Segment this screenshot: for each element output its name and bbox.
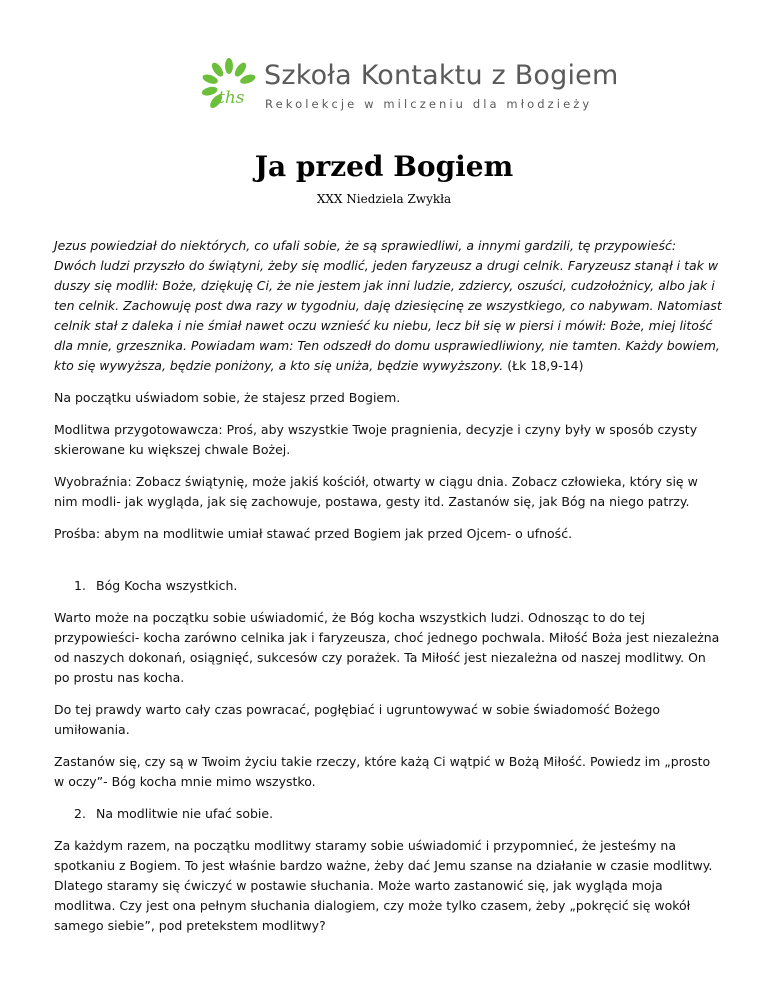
list-item — [74, 576, 722, 596]
document-body — [54, 236, 722, 948]
page-title: Ja przed Bogiem — [254, 150, 514, 183]
page-subtitle: XXX Niedziela Zwykła — [316, 192, 452, 206]
logo-title: Szkoła Kontaktu z Bogiem — [264, 60, 619, 91]
paragraph: Wyobraźnia: Zobacz świątynię, może jakiś kościół, otwarty w ciągu dnia. Zobacz człowieka, który się w nim modli- jak wygląda, jak się zachowuje, postawa, gesty itd. Zastanów się, jak Bóg na niego patrzy. — [54, 474, 698, 509]
paragraph: Do tej prawdy warto cały czas powracać, pogłębiać i ugruntowywać w sobie świadomość Bożego umiłowania. — [54, 702, 661, 737]
paragraph: Prośba: abym na modlitwie umiał stawać przed Bogiem jak przed Ojcem- o ufność. — [54, 526, 573, 541]
logo-mark-text: ths — [218, 88, 245, 108]
list-label: Na modlitwie nie ufać sobie. — [96, 806, 274, 821]
gospel-paragraph — [54, 236, 722, 376]
sun-leaf-logo-icon — [196, 56, 262, 116]
paragraph: Zastanów się, czy są w Twoim życiu takie rzeczy, które każą Ci wątpić w Bożą Miłość. Powiedz im „prosto w oczy”- Bóg kocha mnie mimo wszystko. — [54, 754, 711, 789]
list-number: 2. — [74, 806, 86, 821]
logo — [196, 56, 619, 116]
list-number: 1. — [74, 578, 86, 593]
logo-subtitle: Rekolekcje w milczeniu dla młodzieży — [265, 97, 593, 111]
paragraph: Warto może na początku sobie uświadomić, że Bóg kocha wszystkich ludzi. Odnosząc to do tej przypowieści- kocha zarówno celnika jak i faryzeusza, choć jednego pochwala. Miłość Boża jest niezależna od naszych dokonań, osiągnięć, sukcesów czy porażek. Ta Miłość jest niezależna od naszej modlitwy. On po prostu nas kocha. — [54, 610, 720, 685]
gospel-reference: (Łk 18,9-14) — [507, 358, 584, 373]
list-item — [74, 804, 722, 824]
paragraph: Na początku uświadom sobie, że stajesz przed Bogiem. — [54, 390, 401, 405]
gospel-text: Jezus powiedział do niektórych, co ufali sobie, że są sprawiedliwi, a innymi gardzili, tę przypowieść: Dwóch ludzi przyszło do świątyni, żeby się modlić, jeden faryzeusz a drugi celnik. Faryzeusz stanął i tak w duszy się modlił: Boże, dziękuję Ci, że nie jestem jak inni ludzie, zdziercy, oszuści, cudzołożnicy, albo jak i ten celnik. Zachowuję post dwa razy w tygodniu, daję dziesięcinę ze wszystkiego, co nabywam. Natomiast celnik stał z daleka i nie śmiał nawet oczu wznieść ku niebu, lecz bił się w piersi i mówił: Boże, miej litość dla mnie, grzesznika. Powiadam wam: Ten odszedł do domu usprawiedliwiony, nie tamten. Każdy bowiem, kto się wywyższa, będzie poniżony, a kto się uniża, będzie wywyższony. — [54, 238, 722, 373]
paragraph: Modlitwa przygotowawcza: Proś, aby wszystkie Twoje pragnienia, decyzje i czyny były w sposób czysty skierowane ku większej chwale Bożej. — [54, 422, 698, 457]
spacer — [54, 556, 722, 576]
list-label: Bóg Kocha wszystkich. — [96, 578, 238, 593]
paragraph: Za każdym razem, na początku modlitwy staramy sobie uświadomić i przypomnieć, że jesteśmy na spotkaniu z Bogiem. To jest właśnie bardzo ważne, żeby dać Jemu szanse na działanie w czasie modlitwy. Dlatego staramy się ćwiczyć w postawie słuchania. Może warto zastanowić się, jak wygląda moja modlitwa. Czy jest ona pełnym słuchania dialogiem, czy może tylko czasem, żeby „pokręcić się wokół samego siebie”, pod pretekstem modlitwy? — [54, 838, 713, 933]
